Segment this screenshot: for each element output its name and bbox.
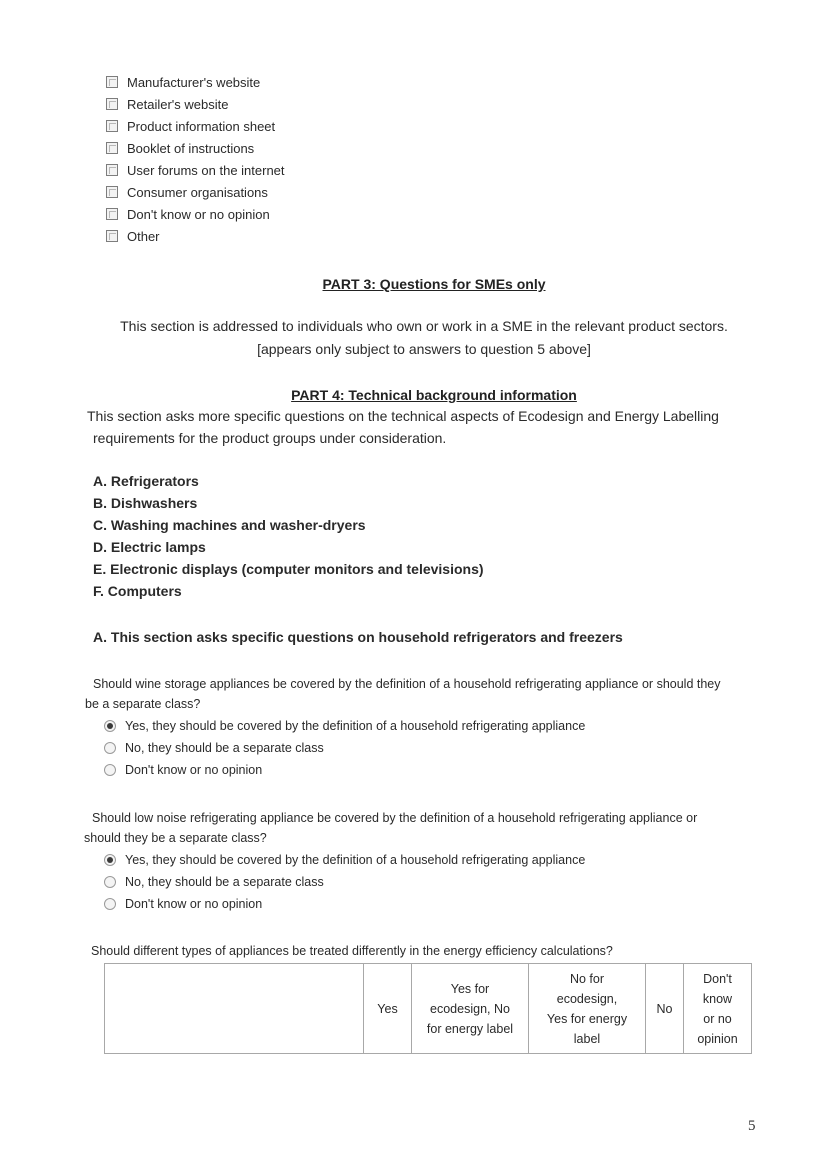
checkbox-label: Booklet of instructions	[127, 140, 255, 156]
column-yes-ecodesign-no-label: Yes for ecodesign, No for energy label	[412, 964, 529, 1054]
radio-button[interactable]	[104, 764, 116, 776]
checkbox[interactable]	[106, 76, 118, 88]
question1-text-line1: Should wine storage appliances be covered by the definition of a household refrigerating appliance or should they	[93, 677, 721, 691]
radio-button[interactable]	[104, 876, 116, 888]
checkbox-option-dont-know[interactable]	[106, 205, 270, 223]
radio-label: Don't know or no opinion	[125, 763, 263, 777]
column-no: No	[646, 964, 684, 1054]
checkbox-option-other[interactable]	[106, 227, 160, 245]
checkbox-label: Other	[127, 228, 160, 244]
checkbox[interactable]	[106, 208, 118, 220]
part3-description: This section is addressed to individuals who own or work in a SME in the relevant product sectors.	[120, 318, 728, 334]
section-a-heading: A. This section asks specific questions on household refrigerators and freezers	[93, 629, 623, 645]
question1-option-yes[interactable]	[104, 717, 585, 735]
part3-note: [appears only subject to answers to question 5 above]	[257, 341, 591, 357]
checkbox[interactable]	[106, 186, 118, 198]
radio-button[interactable]	[104, 898, 116, 910]
checkbox-label: User forums on the internet	[127, 162, 285, 178]
checkbox[interactable]	[106, 142, 118, 154]
question2-option-no[interactable]	[104, 873, 324, 891]
checkbox-label: Product information sheet	[127, 118, 276, 134]
question2-text-line2: should they be a separate class?	[84, 831, 267, 845]
table-header-row	[105, 964, 752, 1054]
question2-option-yes[interactable]	[104, 851, 585, 869]
column-no-ecodesign-yes-label: No for ecodesign, Yes for energy label	[529, 964, 646, 1054]
radio-label: No, they should be a separate class	[125, 741, 324, 755]
column-dont-know: Don't know or no opinion	[684, 964, 752, 1054]
checkbox-option-user-forums[interactable]	[106, 161, 285, 179]
question3-matrix-table	[104, 963, 752, 1054]
checkbox-option-retailer-website[interactable]	[106, 95, 228, 113]
question1-option-dont-know[interactable]	[104, 761, 262, 779]
question3-text: Should different types of appliances be treated differently in the energy efficiency calculations?	[91, 944, 613, 958]
question1-text-line2: be a separate class?	[85, 697, 201, 711]
part4-intro-line2: requirements for the product groups under consideration.	[93, 430, 447, 446]
radio-label: No, they should be a separate class	[125, 875, 324, 889]
checkbox[interactable]	[106, 230, 118, 242]
row-label-cell	[105, 964, 364, 1054]
checkbox-label: Manufacturer's website	[127, 74, 261, 90]
checkbox[interactable]	[106, 120, 118, 132]
category-computers: F. Computers	[93, 583, 182, 599]
question2-option-dont-know[interactable]	[104, 895, 262, 913]
radio-button[interactable]	[104, 742, 116, 754]
category-electric-lamps: D. Electric lamps	[93, 539, 206, 555]
radio-label: Yes, they should be covered by the definition of a household refrigerating appliance	[125, 719, 586, 733]
question1-option-no[interactable]	[104, 739, 324, 757]
checkbox-label: Don't know or no opinion	[127, 206, 270, 222]
question2-text-line1: Should low noise refrigerating appliance be covered by the definition of a household refrigerating appliance or	[92, 811, 698, 825]
checkbox[interactable]	[106, 98, 118, 110]
checkbox-option-consumer-organisations[interactable]	[106, 183, 268, 201]
radio-label: Don't know or no opinion	[125, 897, 263, 911]
part4-intro-line1: This section asks more specific questions on the technical aspects of Ecodesign and Energy Labelling	[87, 408, 719, 424]
part4-title: PART 4: Technical background information	[291, 387, 577, 403]
radio-label: Yes, they should be covered by the definition of a household refrigerating appliance	[125, 853, 586, 867]
checkbox-option-product-information-sheet[interactable]	[106, 117, 275, 135]
checkbox-option-booklet-of-instructions[interactable]	[106, 139, 254, 157]
column-yes: Yes	[364, 964, 412, 1054]
checkbox[interactable]	[106, 164, 118, 176]
category-washing-machines: C. Washing machines and washer-dryers	[93, 517, 366, 533]
radio-button[interactable]	[104, 720, 116, 732]
part3-title: PART 3: Questions for SMEs only	[322, 276, 546, 292]
checkbox-label: Retailer's website	[127, 96, 229, 112]
checkbox-option-manufacturer-website[interactable]	[106, 73, 260, 91]
category-refrigerators: A. Refrigerators	[93, 473, 199, 489]
page-number: 5	[748, 1118, 756, 1134]
radio-button[interactable]	[104, 854, 116, 866]
category-electronic-displays: E. Electronic displays (computer monitors and televisions)	[93, 561, 484, 577]
checkbox-label: Consumer organisations	[127, 184, 268, 200]
category-dishwashers: B. Dishwashers	[93, 495, 198, 511]
